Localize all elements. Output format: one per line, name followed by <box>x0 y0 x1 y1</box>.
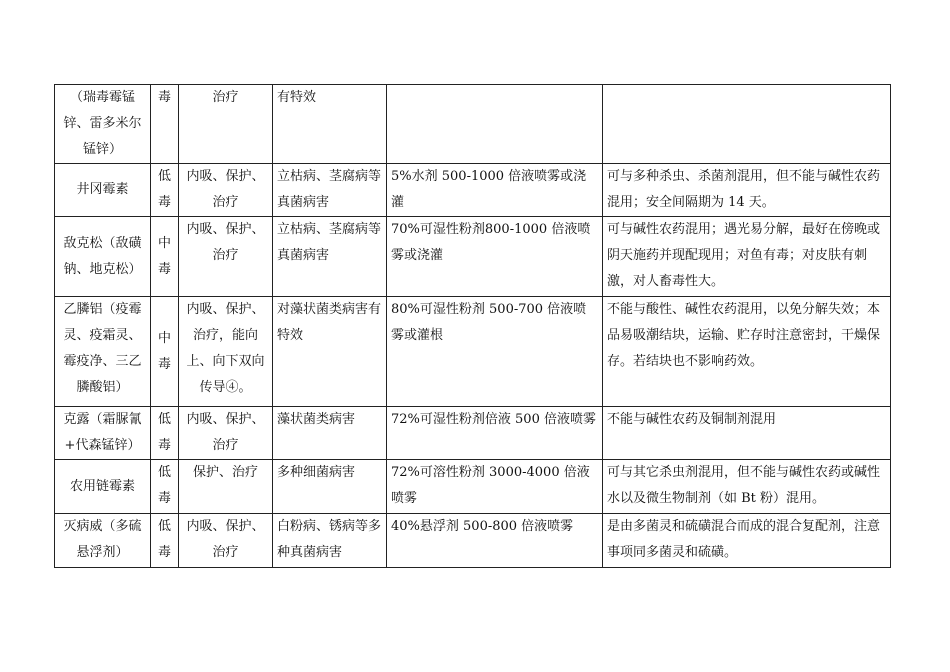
usage-cell: 72%可溶性粉剂 3000-4000 倍液喷雾 <box>387 460 603 514</box>
notes-cell: 不能与酸性、碱性农药混用，以免分解失效；本品易吸潮结块，运输、贮存时注意密封，干燥保存。若结块也不影响药效。 <box>603 297 891 407</box>
target-disease-cell: 多种细菌病害 <box>273 460 387 514</box>
table-row <box>55 217 891 297</box>
notes-cell: 不能与碱性农药及铜制剂混用 <box>603 407 891 460</box>
pesticide-name-cell: 灭病威（多硫悬浮剂） <box>55 514 151 568</box>
toxicity-cell: 毒 <box>151 85 179 164</box>
target-disease-cell: 立枯病、茎腐病等真菌病害 <box>273 164 387 217</box>
target-disease-cell: 白粉病、锈病等多种真菌病害 <box>273 514 387 568</box>
action-mode-cell: 内吸、保护、治疗 <box>179 514 273 568</box>
notes-cell: 可与多种杀虫、杀菌剂混用，但不能与碱性农药混用；安全间隔期为 14 天。 <box>603 164 891 217</box>
notes-cell: 可与碱性农药混用；遇光易分解，最好在傍晚或阴天施药并现配现用；对鱼有毒；对皮肤有刺激，对人畜毒性大。 <box>603 217 891 297</box>
usage-cell: 80%可湿性粉剂 500-700 倍液喷雾或灌根 <box>387 297 603 407</box>
pesticide-table <box>54 84 891 568</box>
target-disease-cell: 立枯病、茎腐病等真菌病害 <box>273 217 387 297</box>
toxicity-cell: 低毒 <box>151 460 179 514</box>
table-row <box>55 407 891 460</box>
usage-cell <box>387 85 603 164</box>
action-mode-cell: 内吸、保护、治疗，能向上、向下双向传导④。 <box>179 297 273 407</box>
table-row <box>55 85 891 164</box>
action-mode-cell: 内吸、保护、治疗 <box>179 407 273 460</box>
table-row <box>55 460 891 514</box>
notes-cell: 可与其它杀虫剂混用，但不能与碱性农药或碱性水以及微生物制剂（如 Bt 粉）混用。 <box>603 460 891 514</box>
notes-cell <box>603 85 891 164</box>
target-disease-cell: 有特效 <box>273 85 387 164</box>
toxicity-cell: 中毒 <box>151 297 179 407</box>
pesticide-name-cell: （瑞毒霉锰锌、雷多米尔锰锌） <box>55 85 151 164</box>
usage-cell: 40%悬浮剂 500-800 倍液喷雾 <box>387 514 603 568</box>
action-mode-cell: 治疗 <box>179 85 273 164</box>
toxicity-cell: 低毒 <box>151 514 179 568</box>
pesticide-name-cell: 乙膦铝（疫霉灵、疫霜灵、霉疫净、三乙膦酸铝） <box>55 297 151 407</box>
target-disease-cell: 对藻状菌类病害有特效 <box>273 297 387 407</box>
table-row <box>55 297 891 407</box>
pesticide-name-cell: 敌克松（敌磺钠、地克松） <box>55 217 151 297</box>
pesticide-name-cell: 井冈霉素 <box>55 164 151 217</box>
pesticide-name-cell: 农用链霉素 <box>55 460 151 514</box>
action-mode-cell: 内吸、保护、治疗 <box>179 164 273 217</box>
notes-cell: 是由多菌灵和硫磺混合而成的混合复配剂，注意事项同多菌灵和硫磺。 <box>603 514 891 568</box>
usage-cell: 72%可湿性粉剂倍液 500 倍液喷雾 <box>387 407 603 460</box>
pesticide-name-cell: 克露（霜脲氰+代森锰锌） <box>55 407 151 460</box>
usage-cell: 70%可湿性粉剂800-1000 倍液喷雾或浇灌 <box>387 217 603 297</box>
action-mode-cell: 保护、治疗 <box>179 460 273 514</box>
target-disease-cell: 藻状菌类病害 <box>273 407 387 460</box>
table-row <box>55 514 891 568</box>
toxicity-cell: 低毒 <box>151 164 179 217</box>
toxicity-cell: 中毒 <box>151 217 179 297</box>
usage-cell: 5%水剂 500-1000 倍液喷雾或浇灌 <box>387 164 603 217</box>
table-row <box>55 164 891 217</box>
toxicity-cell: 低毒 <box>151 407 179 460</box>
action-mode-cell: 内吸、保护、治疗 <box>179 217 273 297</box>
